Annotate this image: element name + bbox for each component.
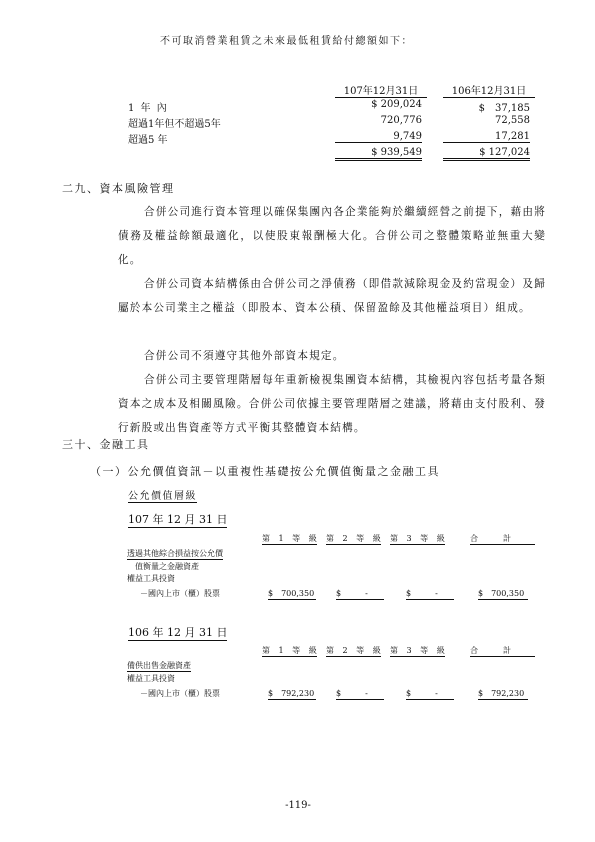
table-subcategory: 權益工具投資 bbox=[127, 574, 175, 583]
section29-paragraph-3: 合併公司不須遵守其他外部資本規定。 bbox=[144, 350, 345, 362]
table-date: 106 年 12 月 31 日 bbox=[128, 626, 228, 639]
table-subcategory: 權益工具投資 bbox=[127, 674, 175, 683]
section29-paragraph-2: 合併公司資本結構係由合併公司之淨債務（即借款減除現金及約當現金）及歸屬於本公司業主之權益（即股本、資本公積、保留盈餘及其他權益項目）組成。 bbox=[118, 278, 546, 314]
lease-row-v1: $ 209,024 bbox=[371, 99, 422, 110]
lease-col2-header: 106年12月31日 bbox=[443, 82, 535, 98]
table-value-level3: $ - bbox=[406, 688, 454, 700]
table-header-level1: 第 1 等 級 bbox=[262, 534, 320, 543]
table-category: 透過其他綜合損益按公允價 bbox=[127, 549, 223, 558]
section30-subheading: （一）公允價值資訊－以重複性基礎按公允價值衡量之金融工具 bbox=[90, 465, 440, 478]
table-header-total: 合 計 bbox=[470, 533, 535, 545]
table-category: 備供出售金融資產 bbox=[127, 661, 191, 670]
lease-row-v2: 72,558 bbox=[495, 115, 530, 126]
lease-row-v2: $ 37,185 bbox=[478, 103, 530, 114]
lease-row-v1: 720,776 bbox=[380, 115, 422, 126]
lease-row-v2: 17,281 bbox=[443, 131, 530, 143]
table-header-level3: 第 3 等 級 bbox=[390, 646, 448, 655]
section29-heading bbox=[62, 180, 175, 196]
table-value-total: $ 792,230 bbox=[478, 688, 528, 700]
table-header-level2: 第 2 等 級 bbox=[326, 534, 384, 543]
table-value-level1: $ 700,350 bbox=[268, 589, 315, 598]
table-category-cont: 值衡量之金融資產 bbox=[135, 562, 199, 571]
table-item: －國內上市（櫃）股票 bbox=[140, 589, 220, 598]
table-date: 107 年 12 月 31 日 bbox=[128, 513, 228, 526]
table-value-total: $ 700,350 bbox=[478, 588, 528, 600]
table-value-level3: $ - bbox=[406, 588, 454, 600]
table-header-total: 合 計 bbox=[470, 645, 535, 657]
lease-row-label: 超過5 年 bbox=[128, 135, 168, 146]
table-value-level2: $ - bbox=[336, 588, 384, 600]
table-value-level1: $ 792,230 bbox=[268, 689, 315, 698]
section29-heading-text: 二九、資本風險管理 bbox=[62, 182, 175, 195]
lease-total-v2: $ 127,024 bbox=[443, 147, 530, 161]
table-item: －國內上市（櫃）股票 bbox=[140, 689, 220, 698]
table-header-level2: 第 2 等 級 bbox=[326, 646, 384, 655]
lease-row-label: 超過1年但不超過5年 bbox=[128, 119, 221, 130]
lease-total-v1: $ 939,549 bbox=[335, 147, 422, 161]
section29-paragraph-4: 合併公司主要管理階層每年重新檢視集團資本結構，其檢視內容包括考量各類資本之成本及相關風險。合併公司依據主要管理階層之建議，將藉由支付股利、發行新股或出售資產等方式平衡其整體資本結構。 bbox=[118, 374, 546, 434]
lease-row-v1: 9,749 bbox=[335, 131, 422, 143]
lease-intro: 不可取消營業租賃之未來最低租賃給付總額如下： bbox=[160, 36, 413, 47]
section30-heading: 三十、金融工具 bbox=[62, 438, 150, 451]
lease-row-label: 1 年 內 bbox=[128, 103, 169, 114]
table-header-level1: 第 1 等 級 bbox=[262, 646, 320, 655]
table-value-level2: $ - bbox=[336, 688, 384, 700]
section29-paragraph-1: 合併公司進行資本管理以確保集團內各企業能夠於繼續經營之前提下，藉由將債務及權益餘額最適化，以使股東報酬極大化。合併公司之整體策略並無重大變化。 bbox=[118, 206, 546, 266]
page-number: -119- bbox=[285, 800, 311, 811]
table-header-level3: 第 3 等 級 bbox=[390, 534, 448, 543]
fair-value-hierarchy-label: 公允價值層級 bbox=[128, 487, 197, 503]
lease-col1-header: 107年12月31日 bbox=[335, 82, 427, 98]
